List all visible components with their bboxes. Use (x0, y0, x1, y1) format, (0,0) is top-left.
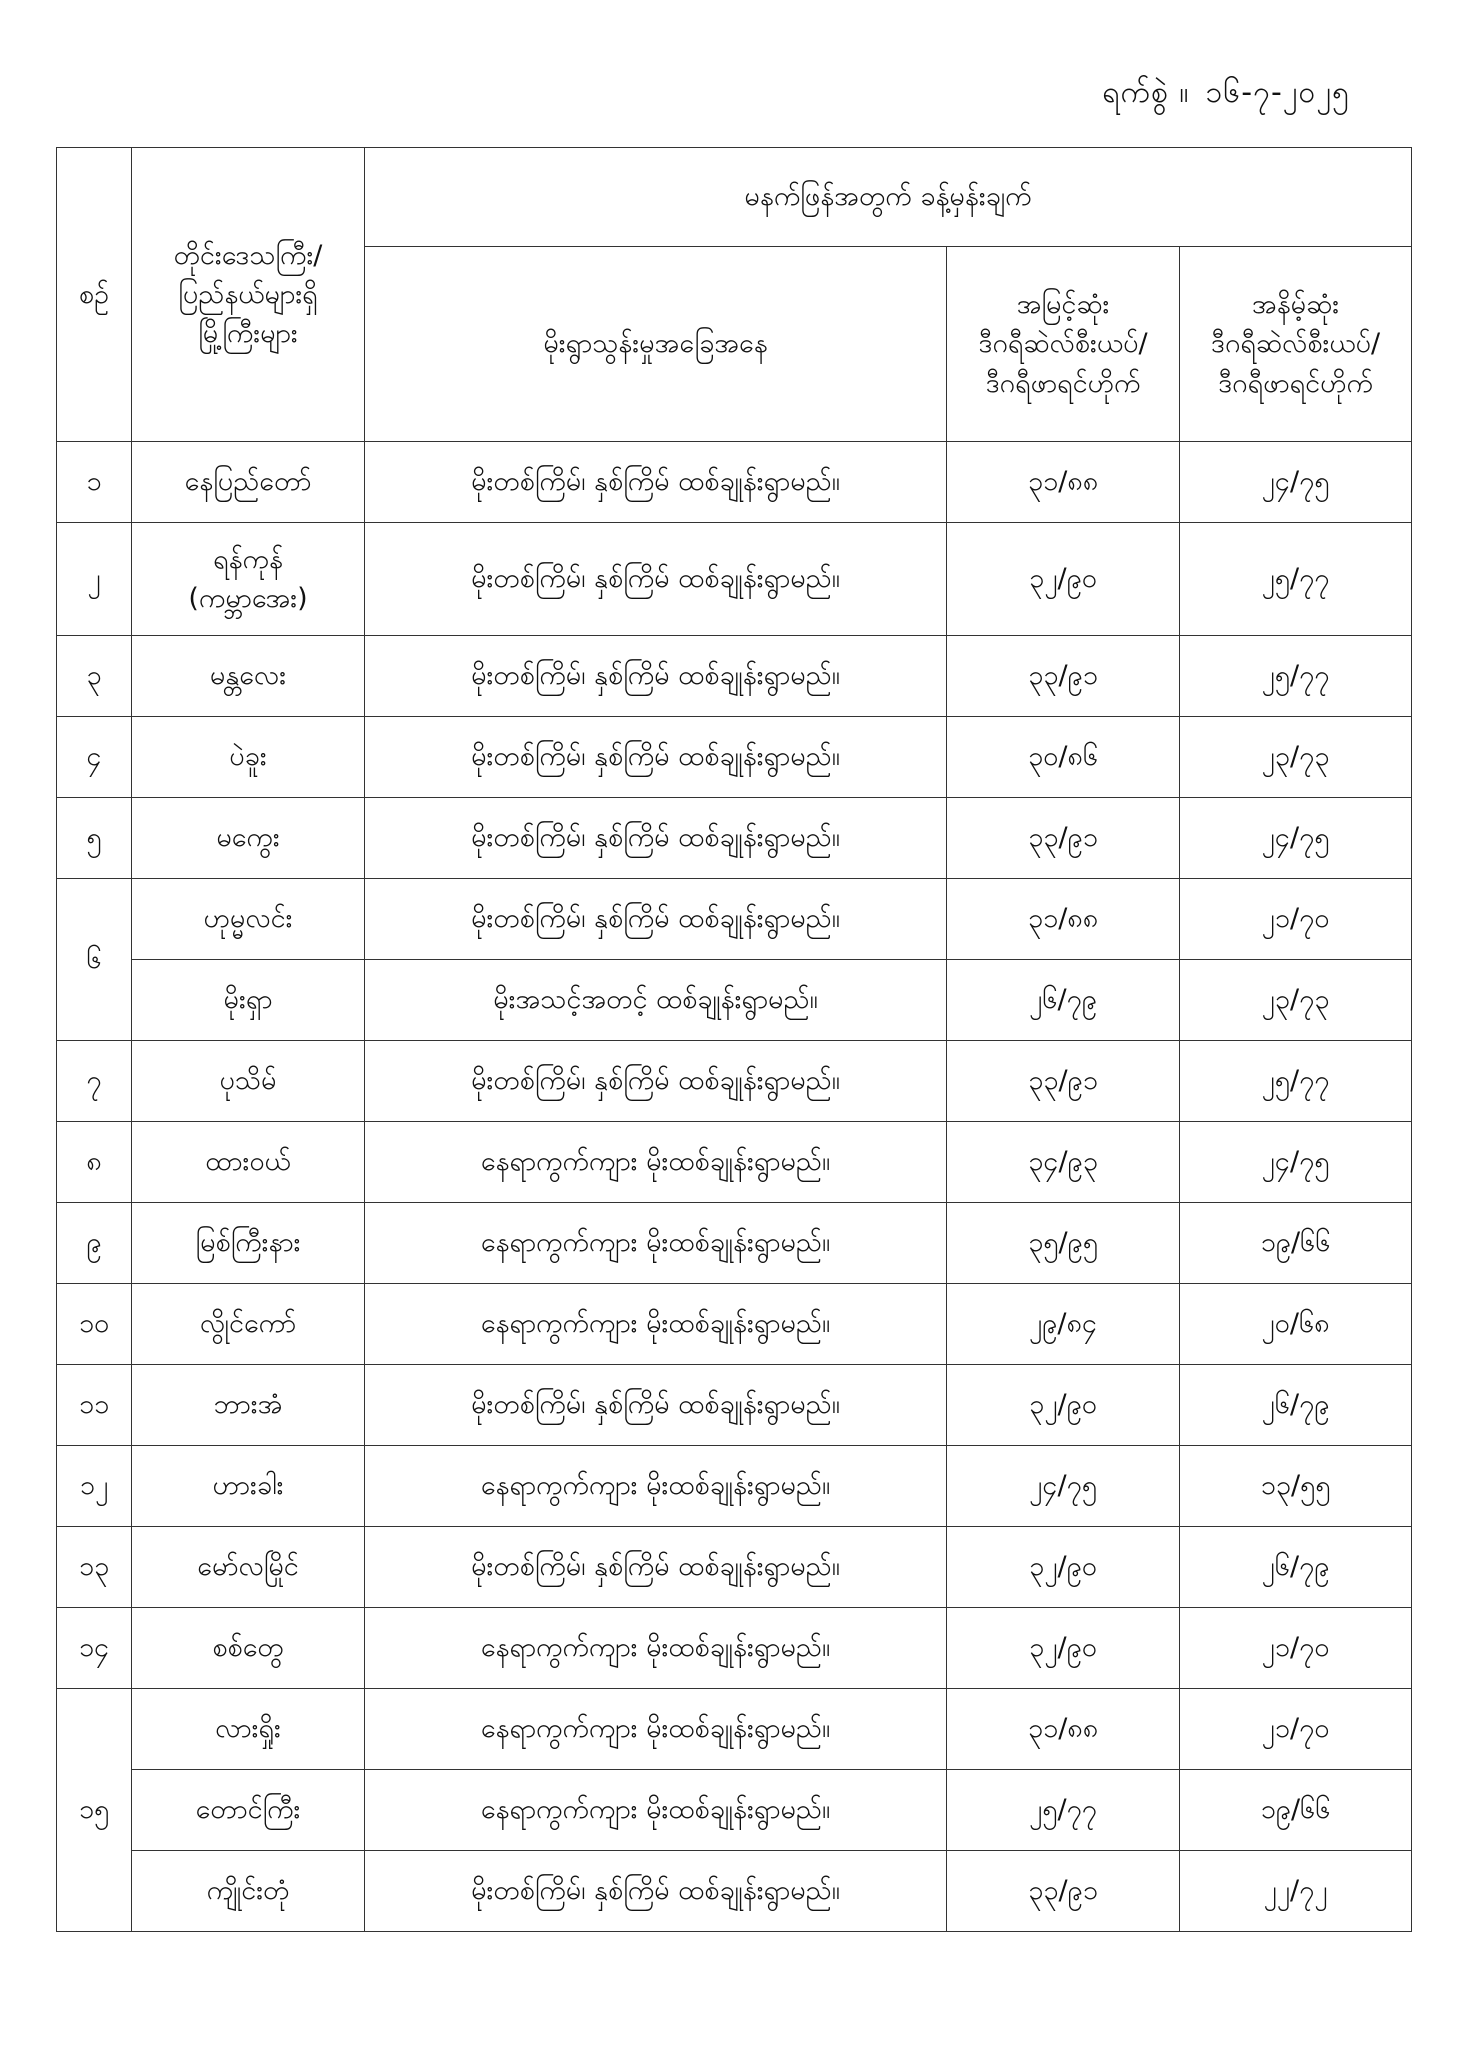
min-temp: ၁၉/၆၆ (1180, 1203, 1412, 1284)
city-name: မန္တလေး (132, 636, 365, 717)
weather-forecast-table (56, 147, 1412, 1932)
row-number: ၈ (57, 1122, 132, 1203)
header-region: တိုင်းဒေသကြီး/ ပြည်နယ်များရှိ မြို့ကြီးများ (132, 148, 365, 442)
rain-condition: မိုးတစ်ကြိမ်၊ နှစ်ကြိမ် ထစ်ချုန်းရွာမည်။ (365, 798, 947, 879)
table-row (57, 1122, 1412, 1203)
min-temp: ၂၄/၇၅ (1180, 442, 1412, 523)
city-name: မကွေး (132, 798, 365, 879)
city-name: မိုးရှာ (132, 960, 365, 1041)
city-name: ကျိုင်းတုံ (132, 1851, 365, 1932)
header-max-temp: အမြင့်ဆုံး ဒီဂရီဆဲလ်စီးယပ်/ ဒီဂရီဖာရင်ဟိုက် (947, 247, 1180, 442)
table-row (57, 1851, 1412, 1932)
city-name: ဟားခါး (132, 1446, 365, 1527)
max-temp: ၃၁/၈၈ (947, 442, 1180, 523)
table-row (57, 879, 1412, 960)
min-temp: ၁၉/၆၆ (1180, 1770, 1412, 1851)
min-temp: ၂၅/၇၇ (1180, 636, 1412, 717)
city-name: ရန်ကုန် (ကမ္ဘာအေး) (132, 523, 365, 636)
header-rain: မိုးရွာသွန်းမှုအခြေအနေ (365, 247, 947, 442)
rain-condition: နေရာကွက်ကျား မိုးထစ်ချုန်းရွာမည်။ (365, 1203, 947, 1284)
min-temp: ၂၆/၇၉ (1180, 1365, 1412, 1446)
row-number: ၇ (57, 1041, 132, 1122)
max-temp: ၂၄/၇၅ (947, 1446, 1180, 1527)
rain-condition: နေရာကွက်ကျား မိုးထစ်ချုန်းရွာမည်။ (365, 1284, 947, 1365)
date-value: ၁၆-၇-၂၀၂၅ (1205, 75, 1350, 110)
table-row (57, 1365, 1412, 1446)
city-name: စစ်တွေ (132, 1608, 365, 1689)
min-temp: ၂၆/၇၉ (1180, 1527, 1412, 1608)
min-temp: ၂၅/၇၇ (1180, 523, 1412, 636)
min-temp: ၁၃/၅၅ (1180, 1446, 1412, 1527)
min-temp: ၂၂/၇၂ (1180, 1851, 1412, 1932)
table-row (57, 1608, 1412, 1689)
min-temp: ၂၀/၆၈ (1180, 1284, 1412, 1365)
max-temp: ၂၆/၇၉ (947, 960, 1180, 1041)
max-temp: ၃၃/၉၁ (947, 1041, 1180, 1122)
rain-condition: မိုးတစ်ကြိမ်၊ နှစ်ကြိမ် ထစ်ချုန်းရွာမည်။ (365, 879, 947, 960)
max-temp: ၂၉/၈၄ (947, 1284, 1180, 1365)
row-number: ၄ (57, 717, 132, 798)
table-row (57, 798, 1412, 879)
city-name: နေပြည်တော် (132, 442, 365, 523)
row-number: ၂ (57, 523, 132, 636)
table-row (57, 1203, 1412, 1284)
max-temp: ၃၁/၈၈ (947, 1689, 1180, 1770)
city-name: ပဲခူး (132, 717, 365, 798)
max-temp: ၃၂/၉၀ (947, 523, 1180, 636)
min-temp: ၂၄/၇၅ (1180, 1122, 1412, 1203)
row-number: ၁၀ (57, 1284, 132, 1365)
rain-condition: နေရာကွက်ကျား မိုးထစ်ချုန်းရွာမည်။ (365, 1122, 947, 1203)
max-temp: ၃၃/၉၁ (947, 636, 1180, 717)
rain-condition: မိုးတစ်ကြိမ်၊ နှစ်ကြိမ် ထစ်ချုန်းရွာမည်။ (365, 1527, 947, 1608)
table-row (57, 636, 1412, 717)
max-temp: ၂၅/၇၇ (947, 1770, 1180, 1851)
city-name: လားရှိုး (132, 1689, 365, 1770)
max-temp: ၃၁/၈၈ (947, 879, 1180, 960)
rain-condition: နေရာကွက်ကျား မိုးထစ်ချုန်းရွာမည်။ (365, 1770, 947, 1851)
document-date-line (1086, 72, 1350, 117)
max-temp: ၃၂/၉၀ (947, 1608, 1180, 1689)
city-name: ထားဝယ် (132, 1122, 365, 1203)
rain-condition: မိုးတစ်ကြိမ်၊ နှစ်ကြိမ် ထစ်ချုန်းရွာမည်။ (365, 1851, 947, 1932)
table-row (57, 1527, 1412, 1608)
rain-condition: မိုးအသင့်အတင့် ထစ်ချုန်းရွာမည်။ (365, 960, 947, 1041)
max-temp: ၃၂/၉၀ (947, 1365, 1180, 1446)
table-row (57, 1041, 1412, 1122)
row-number: ၁၁ (57, 1365, 132, 1446)
row-number: ၁ (57, 442, 132, 523)
rain-condition: မိုးတစ်ကြိမ်၊ နှစ်ကြိမ် ထစ်ချုန်းရွာမည်။ (365, 523, 947, 636)
header-forecast: မနက်ဖြန်အတွက် ခန့်မှန်းချက် (365, 148, 1412, 247)
city-name: ပုသိမ် (132, 1041, 365, 1122)
rain-condition: မိုးတစ်ကြိမ်၊ နှစ်ကြိမ် ထစ်ချုန်းရွာမည်။ (365, 636, 947, 717)
table-row (57, 717, 1412, 798)
max-temp: ၃၃/၉၁ (947, 798, 1180, 879)
table-row (57, 1770, 1412, 1851)
row-number: ၉ (57, 1203, 132, 1284)
rain-condition: နေရာကွက်ကျား မိုးထစ်ချုန်းရွာမည်။ (365, 1689, 947, 1770)
max-temp: ၃၄/၉၃ (947, 1122, 1180, 1203)
row-number: ၃ (57, 636, 132, 717)
city-name: တောင်ကြီး (132, 1770, 365, 1851)
max-temp: ၃၅/၉၅ (947, 1203, 1180, 1284)
max-temp: ၃၂/၉၀ (947, 1527, 1180, 1608)
city-name: ဘားအံ (132, 1365, 365, 1446)
row-number: ၁၃ (57, 1527, 132, 1608)
min-temp: ၂၅/၇၇ (1180, 1041, 1412, 1122)
min-temp: ၂၁/၇၀ (1180, 1689, 1412, 1770)
header-min-temp: အနိမ့်ဆုံး ဒီဂရီဆဲလ်စီးယပ်/ ဒီဂရီဖာရင်ဟိုက် (1180, 247, 1412, 442)
header-no: စဉ် (57, 148, 132, 442)
date-label: ရက်စွဲ ။ (1102, 75, 1190, 110)
city-name: မော်လမြိုင် (132, 1527, 365, 1608)
city-name: ဟုမ္မလင်း (132, 879, 365, 960)
min-temp: ၂၁/၇၀ (1180, 1608, 1412, 1689)
table-row (57, 1446, 1412, 1527)
rain-condition: မိုးတစ်ကြိမ်၊ နှစ်ကြိမ် ထစ်ချုန်းရွာမည်။ (365, 1041, 947, 1122)
row-number: ၁၂ (57, 1446, 132, 1527)
table-row (57, 1284, 1412, 1365)
row-number: ၁၅ (57, 1689, 132, 1932)
table-row (57, 960, 1412, 1041)
max-temp: ၃၃/၉၁ (947, 1851, 1180, 1932)
row-number: ၅ (57, 798, 132, 879)
rain-condition: မိုးတစ်ကြိမ်၊ နှစ်ကြိမ် ထစ်ချုန်းရွာမည်။ (365, 442, 947, 523)
row-number: ၁၄ (57, 1608, 132, 1689)
city-name: လွိုင်ကော် (132, 1284, 365, 1365)
city-name: မြစ်ကြီးနား (132, 1203, 365, 1284)
table-row (57, 442, 1412, 523)
rain-condition: မိုးတစ်ကြိမ်၊ နှစ်ကြိမ် ထစ်ချုန်းရွာမည်။ (365, 717, 947, 798)
table-row (57, 523, 1412, 636)
max-temp: ၃၀/၈၆ (947, 717, 1180, 798)
min-temp: ၂၃/၇၃ (1180, 960, 1412, 1041)
rain-condition: မိုးတစ်ကြိမ်၊ နှစ်ကြိမ် ထစ်ချုန်းရွာမည်။ (365, 1365, 947, 1446)
rain-condition: နေရာကွက်ကျား မိုးထစ်ချုန်းရွာမည်။ (365, 1446, 947, 1527)
row-number: ၆ (57, 879, 132, 1041)
min-temp: ၂၁/၇၀ (1180, 879, 1412, 960)
rain-condition: နေရာကွက်ကျား မိုးထစ်ချုန်းရွာမည်။ (365, 1608, 947, 1689)
min-temp: ၂၃/၇၃ (1180, 717, 1412, 798)
table-row (57, 1689, 1412, 1770)
min-temp: ၂၄/၇၅ (1180, 798, 1412, 879)
